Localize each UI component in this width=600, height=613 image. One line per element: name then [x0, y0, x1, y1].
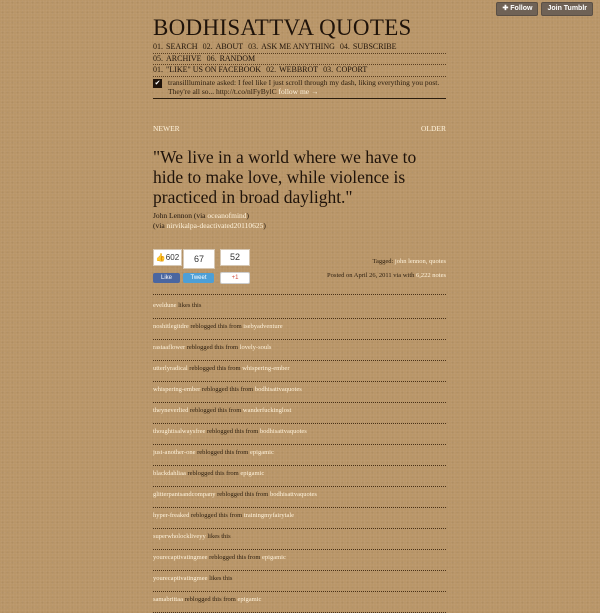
note-action: reblogged this from	[195, 449, 250, 456]
note-item	[153, 466, 446, 487]
newer-link[interactable]: NEWER	[153, 124, 180, 133]
plus-label: +1	[231, 275, 239, 281]
nav-row	[153, 42, 446, 54]
main-nav	[153, 42, 446, 77]
author: John Lennon (via	[153, 211, 208, 220]
nav-number: 04.	[339, 42, 350, 51]
fb-like-button[interactable]	[153, 273, 180, 283]
like-label: Like	[160, 275, 172, 281]
nav-number: 05.	[153, 53, 163, 63]
blog-title[interactable]: BODHISATTVA QUOTES	[153, 15, 412, 40]
note-item	[153, 445, 446, 466]
note-source-link[interactable]: epigamic	[240, 470, 265, 477]
nav-number: 01.	[153, 65, 163, 74]
follow-button[interactable]: ✚ Follow	[496, 2, 538, 16]
note-user-link[interactable]: rastaaflower	[153, 344, 186, 351]
note-user-link[interactable]: theyneverlied	[153, 407, 189, 414]
note-source-link[interactable]: epigamic	[250, 449, 274, 456]
nav-number: 02.	[266, 65, 277, 74]
note-item	[153, 340, 446, 361]
note-action: likes this	[207, 575, 233, 582]
note-user-link[interactable]: thoughtisalwaysfree	[153, 428, 206, 435]
note-item	[153, 487, 446, 508]
note-user-link[interactable]: blackdahliaa	[153, 470, 186, 477]
thumbs-up-icon: 👍	[155, 253, 166, 262]
paren: )	[263, 221, 266, 230]
note-source-link[interactable]: epigamic	[237, 596, 262, 603]
note-source-link[interactable]: bodhisattvaquotes	[270, 491, 317, 498]
nav-number: 01.	[153, 42, 163, 51]
nav-link[interactable]: SEARCH	[166, 42, 198, 51]
nav-link[interactable]: COPORT	[336, 65, 368, 74]
note-item	[153, 298, 446, 319]
nav-link[interactable]: ASK ME ANYTHING	[261, 42, 335, 51]
fb-count: 602	[165, 253, 180, 262]
note-action: reblogged this from	[185, 470, 241, 477]
nav-row	[153, 65, 446, 77]
note-user-link[interactable]: superwholockliveyy	[153, 533, 206, 540]
note-source-link[interactable]: isebyadventure	[243, 323, 283, 330]
note-action: reblogged this from	[188, 323, 244, 330]
note-source-link[interactable]: bodhisattvaquotes	[254, 386, 302, 393]
tagged-label: Tagged:	[372, 258, 395, 265]
note-item	[153, 571, 446, 592]
notes-link[interactable]: 6,222 notes	[416, 272, 446, 279]
note-user-link[interactable]: just-another-one	[153, 449, 196, 456]
note-action: reblogged this from	[215, 491, 270, 498]
nav-link[interactable]: "LIKE" US ON FACEBOOK	[166, 65, 262, 74]
note-user-link[interactable]: noshitlegitdre	[153, 323, 189, 330]
gplus-button[interactable]	[220, 272, 250, 284]
nav-link[interactable]: ARCHIVE	[166, 53, 202, 63]
note-user-link[interactable]: glitterpantsandcompany	[153, 491, 216, 498]
via-link-1[interactable]: oceanofmind	[207, 211, 247, 220]
note-item	[153, 424, 446, 445]
posted-label: Posted on April 26, 2011 via	[327, 272, 403, 279]
note-user-link[interactable]: utterlyradical	[153, 365, 188, 372]
quote-text: "We live in a world where we have to hide to make love, while violence is practiced in broad daylight."	[153, 147, 417, 207]
tweet-text: transillluminate asked: I feel like I just scroll through my dash, liking everything you post. They're all so... http://t.co/nlFyBylC	[168, 78, 440, 96]
via-prefix: (via	[153, 221, 167, 230]
note-action: likes this	[205, 533, 231, 540]
notes-divider	[153, 294, 446, 295]
note-action: likes this	[176, 302, 202, 309]
note-action: reblogged this from	[205, 428, 260, 435]
notes-list	[153, 298, 446, 613]
note-item	[153, 319, 446, 340]
nav-link[interactable]: ABOUT	[215, 42, 244, 51]
plus-count[interactable]: 52	[220, 249, 250, 266]
note-action: reblogged this from	[187, 365, 243, 372]
note-user-link[interactable]: yourecaptivatingmee	[153, 575, 208, 582]
tweet-label: Tweet	[190, 275, 207, 281]
nav-link[interactable]: RANDOM	[219, 53, 256, 63]
note-source-link[interactable]: bodhisattvaquotes	[259, 428, 307, 435]
paren: )	[246, 211, 250, 220]
note-user-link[interactable]: samabrittaa	[153, 596, 183, 603]
tags-link[interactable]: john lennon, quotes	[394, 258, 446, 265]
note-item	[153, 592, 446, 613]
via-link-2[interactable]: nirvikalpa-deactivated20110625	[166, 221, 264, 230]
note-source-link[interactable]: trainingmyfairytale	[243, 512, 295, 519]
note-action: reblogged this from	[182, 596, 238, 603]
note-action: reblogged this from	[188, 407, 243, 414]
fb-like-count[interactable]	[153, 249, 182, 266]
note-user-link[interactable]: hyper-freaked	[153, 512, 190, 519]
note-user-link[interactable]: whispering-ember	[153, 386, 201, 393]
nav-link[interactable]: SUBSCRIBE	[352, 42, 397, 51]
older-link[interactable]: OLDER	[421, 124, 446, 133]
nav-row	[153, 54, 446, 66]
note-user-link[interactable]: eveldune	[153, 302, 177, 309]
post-meta	[327, 272, 446, 279]
post-tags	[372, 258, 446, 265]
note-source-link[interactable]: wanderfuckinglost	[242, 407, 292, 414]
tweet-count[interactable]: 67	[183, 249, 215, 269]
nav-number: 02.	[202, 42, 213, 51]
join-tumblr-button[interactable]: Join Tumblr	[541, 2, 593, 16]
follow-me-link[interactable]: follow me →	[278, 87, 319, 96]
tweet-button[interactable]	[183, 273, 214, 283]
note-item	[153, 529, 446, 550]
note-action: reblogged this from	[189, 512, 244, 519]
note-source-link[interactable]: epigamic	[262, 554, 286, 561]
note-source-link[interactable]: whispering-ember	[242, 365, 290, 372]
with-label: with	[402, 272, 417, 279]
note-item	[153, 550, 446, 571]
note-action: reblogged this from	[207, 554, 263, 561]
note-user-link[interactable]: yourecaptivatingmee	[153, 554, 208, 561]
header-divider	[153, 98, 446, 99]
quote-attribution	[153, 211, 446, 231]
note-item	[153, 382, 446, 403]
follow-label: Follow	[510, 5, 533, 12]
nav-link[interactable]: WEBBROT	[279, 65, 319, 74]
note-item	[153, 403, 446, 424]
note-action: reblogged this from	[200, 386, 255, 393]
note-action: reblogged this from	[185, 344, 240, 351]
latest-tweet	[153, 78, 446, 96]
tumblr-controls	[496, 2, 593, 16]
note-item	[153, 508, 446, 529]
note-item	[153, 361, 446, 382]
nav-number: 03.	[248, 42, 259, 51]
nav-number: 06.	[206, 53, 217, 63]
twitter-bird-icon: ✔	[154, 79, 161, 87]
nav-number: 03.	[323, 65, 334, 74]
note-source-link[interactable]: lovely-souls	[239, 344, 272, 351]
